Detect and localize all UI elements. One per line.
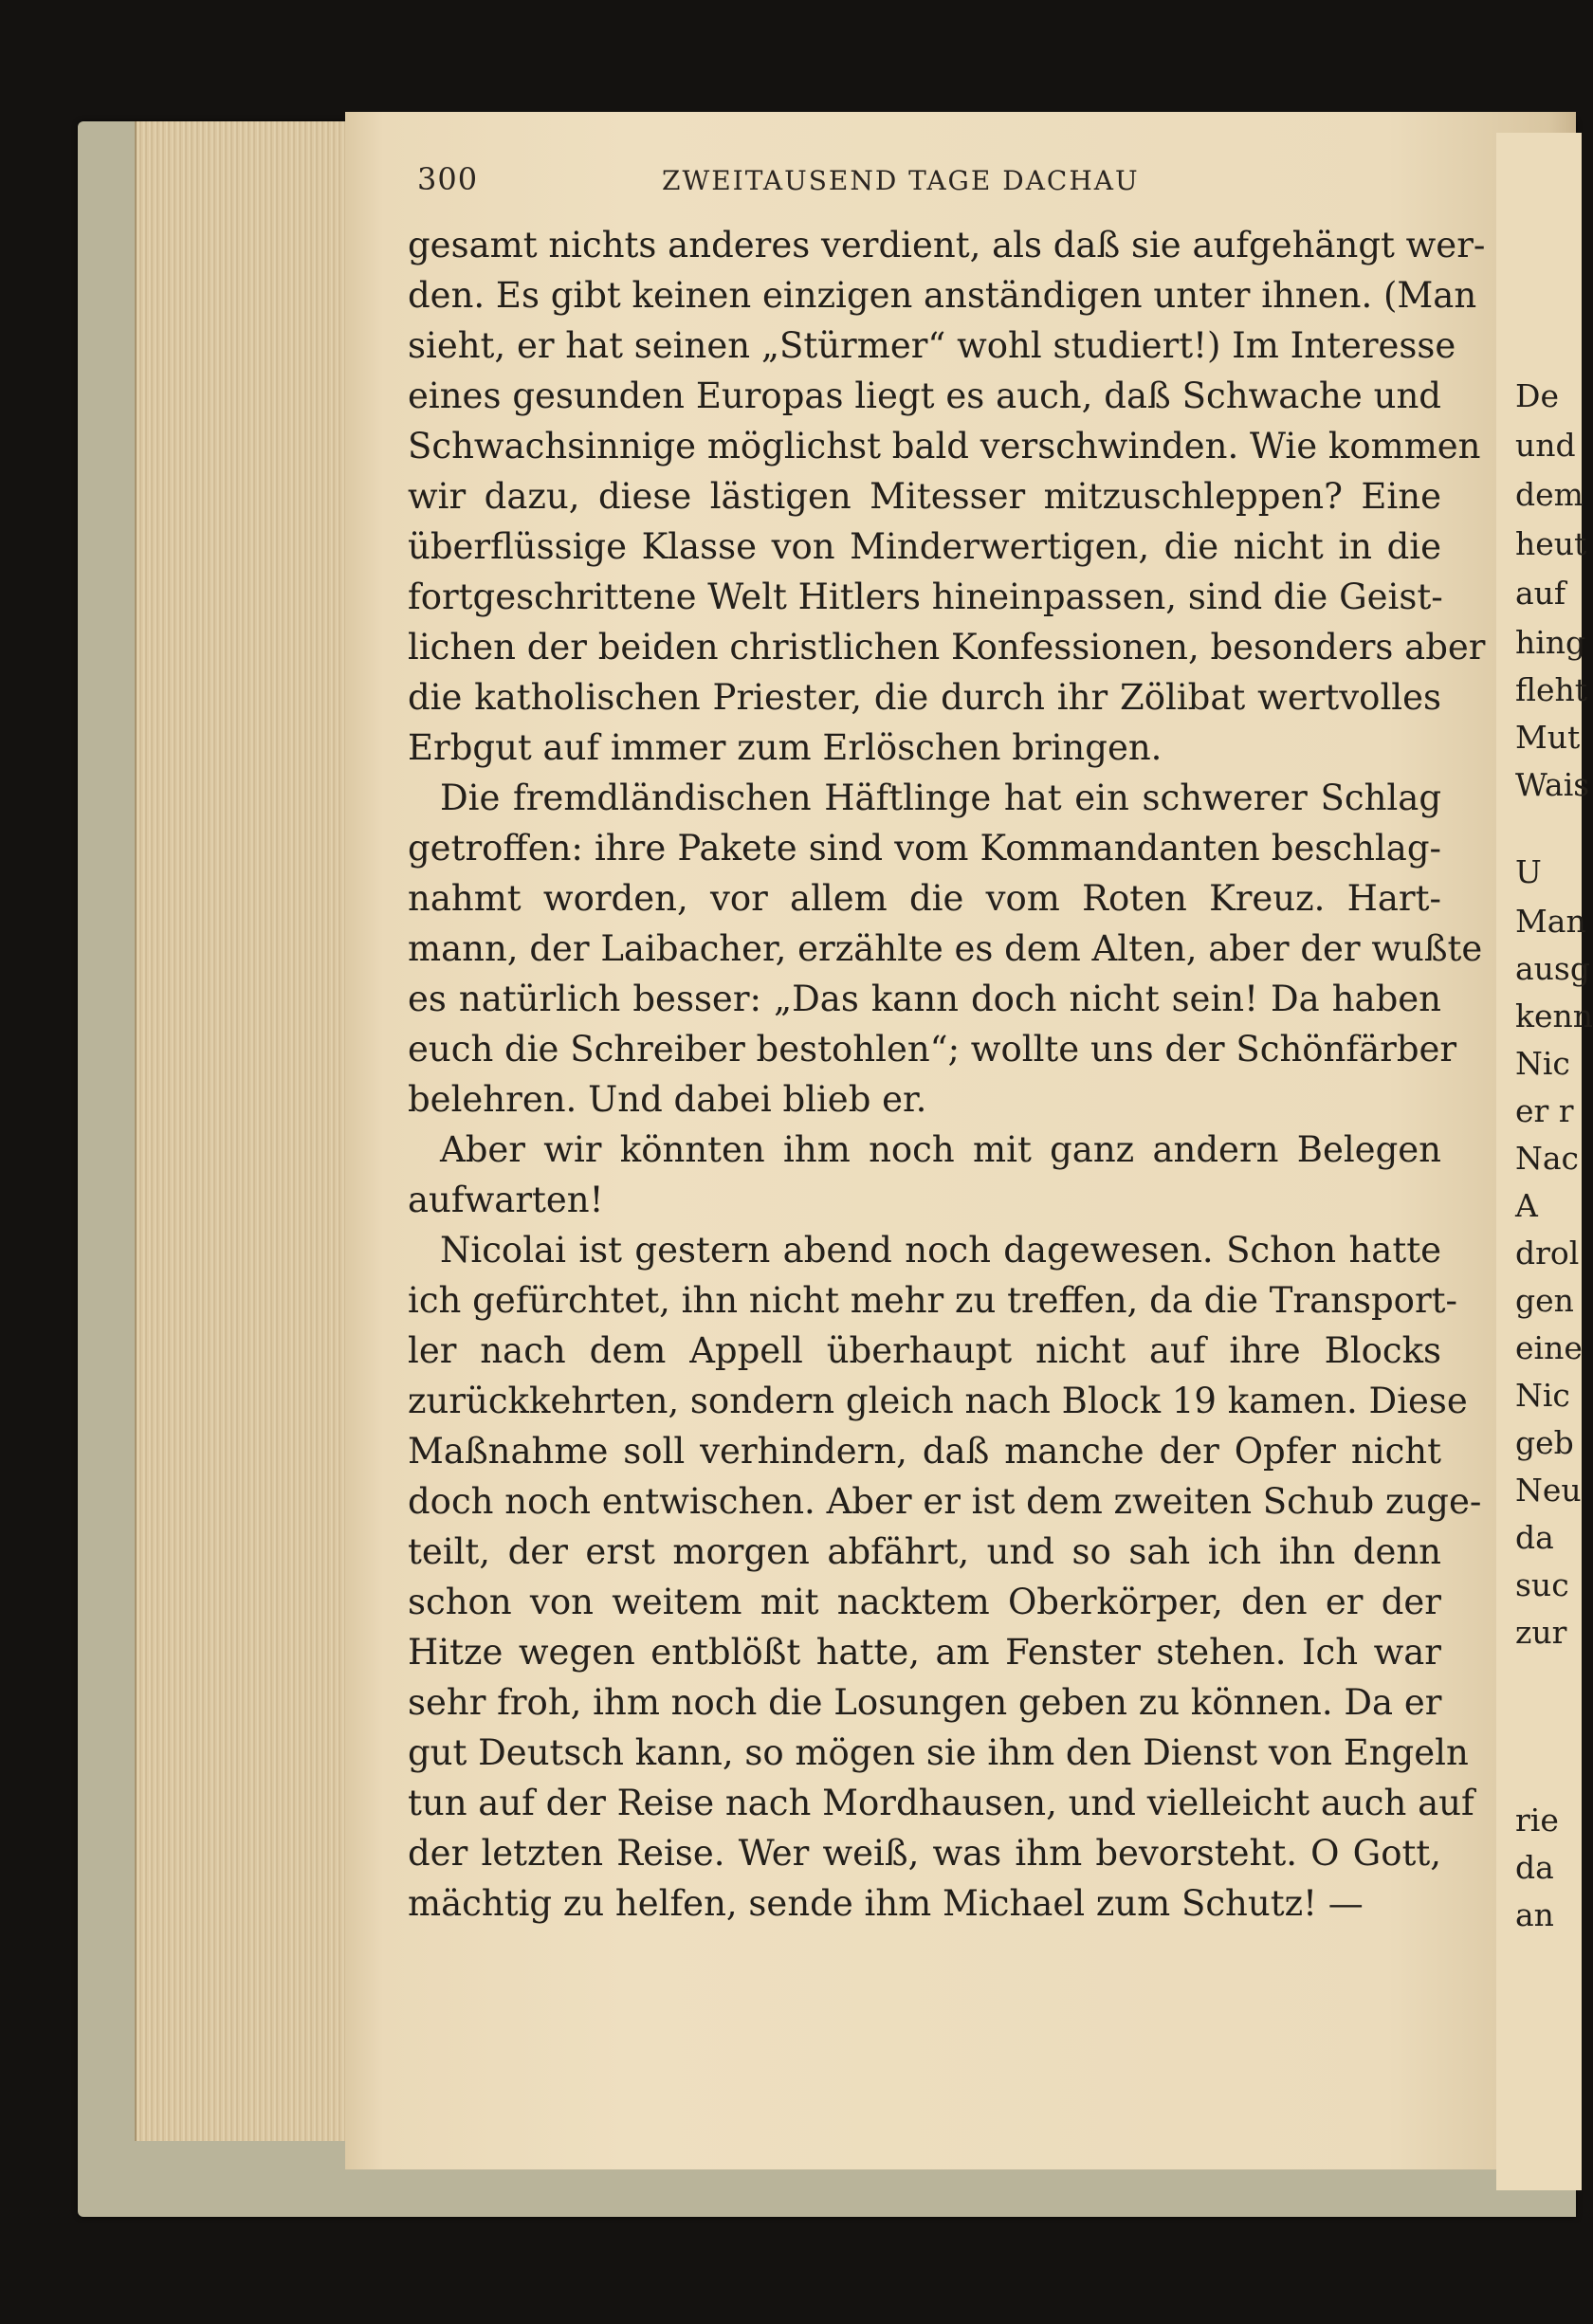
text-line: mächtig zu helfen, sende ihm Michael zum Schutz! — xyxy=(408,1883,1364,1924)
text-line: überflüssige Klasse von Minderwertigen, die nicht in die xyxy=(408,526,1441,567)
right-page-fragment: De xyxy=(1515,377,1559,414)
right-page-fragment: und xyxy=(1515,427,1576,464)
text-line: Maßnahme soll verhindern, daß manche der Opfer nicht xyxy=(408,1431,1441,1472)
right-page-fragment: hing xyxy=(1515,624,1586,661)
right-page-fragment: Nac xyxy=(1515,1140,1580,1177)
text-line: mann, der Laibacher, erzählte es dem Alten, aber der wußte xyxy=(408,928,1483,969)
text-line: zurückkehrten, sondern gleich nach Block 19 kamen. Diese xyxy=(408,1381,1468,1421)
right-page-fragment: fleht xyxy=(1515,671,1588,708)
right-page-fragment: Mut xyxy=(1515,719,1581,756)
text-line: wir dazu, diese lästigen Mitesser mitzuschleppen? Eine xyxy=(408,476,1441,517)
text-line: belehren. Und dabei blieb er. xyxy=(408,1079,927,1120)
right-page-fragment: an xyxy=(1515,1896,1554,1933)
right-page-fragment: rie xyxy=(1515,1802,1559,1839)
text-line: fortgeschrittene Welt Hitlers hineinpassen, sind die Geist- xyxy=(408,576,1443,617)
text-line: getroffen: ihre Pakete sind vom Kommandanten beschlag- xyxy=(408,828,1441,869)
text-line: lichen der beiden christlichen Konfessionen, besonders aber xyxy=(408,627,1486,668)
right-page-fragment: drol xyxy=(1515,1235,1580,1272)
text-line: Erbgut auf immer zum Erlöschen bringen. xyxy=(408,727,1163,768)
text-line: den. Es gibt keinen einzigen anständigen unter ihnen. (Man xyxy=(408,275,1477,316)
text-line: doch noch entwischen. Aber er ist dem zweiten Schub zuge- xyxy=(408,1481,1482,1522)
body-text xyxy=(408,220,1486,1929)
text-line: der letzten Reise. Wer weiß, was ihm bevorsteht. O Gott, xyxy=(408,1833,1441,1874)
right-page-fragment: er r xyxy=(1515,1092,1574,1129)
text-line: nahmt worden, vor allem die vom Roten Kreuz. Hart- xyxy=(408,878,1441,919)
text-line: euch die Schreiber bestohlen“; wollte uns der Schönfärber xyxy=(408,1029,1457,1070)
text-line: die katholischen Priester, die durch ihr Zölibat wertvolles xyxy=(408,677,1441,718)
text-line: tun auf der Reise nach Mordhausen, und vielleicht auch auf xyxy=(408,1783,1474,1823)
right-page-fragment: Nic xyxy=(1515,1377,1570,1414)
text-line: es natürlich besser: „Das kann doch nicht sein! Da haben xyxy=(408,979,1441,1019)
text-line: Nicolai ist gestern abend noch dagewesen. Schon hatte xyxy=(440,1230,1441,1271)
text-line: schon von weitem mit nacktem Oberkörper, den er der xyxy=(408,1582,1441,1622)
right-page-fragment: eine xyxy=(1515,1329,1583,1366)
text-line: gut Deutsch kann, so mögen sie ihm den Dienst von Engeln xyxy=(408,1732,1469,1773)
right-page-fragment: auf xyxy=(1515,575,1566,612)
right-page-fragment: da xyxy=(1515,1849,1554,1886)
right-page-fragment: gen xyxy=(1515,1282,1574,1319)
right-page-fragment: heut xyxy=(1515,525,1587,562)
text-line: Hitze wegen entblößt hatte, am Fenster stehen. Ich war xyxy=(408,1632,1441,1673)
running-title: ZWEITAUSEND TAGE DACHAU xyxy=(662,165,1140,196)
text-line: sieht, er hat seinen „Stürmer“ wohl studiert!) Im Interesse xyxy=(408,325,1456,366)
text-line: Aber wir könnten ihm noch mit ganz andern Belegen xyxy=(440,1129,1441,1170)
right-page-fragment: ausg xyxy=(1515,950,1590,987)
text-line: teilt, der erst morgen abfährt, und so sah ich ihn denn xyxy=(408,1531,1441,1572)
right-page-fragment: U xyxy=(1515,853,1542,890)
right-page-fragment: geb xyxy=(1515,1424,1574,1461)
text-line: Die fremdländischen Häftlinge hat ein schwerer Schlag xyxy=(440,778,1441,818)
right-page-fragment: A xyxy=(1515,1187,1538,1224)
right-page-fragment: dem xyxy=(1515,476,1584,513)
right-page-fragment: da xyxy=(1515,1519,1554,1556)
text-line: aufwarten! xyxy=(408,1180,604,1220)
text-line: sehr froh, ihm noch die Losungen geben zu können. Da er xyxy=(408,1682,1442,1723)
right-page-fragment: Man xyxy=(1515,903,1586,940)
right-page-fragment: Neu xyxy=(1515,1472,1582,1509)
text-line: ler nach dem Appell überhaupt nicht auf ihre Blocks xyxy=(408,1330,1441,1371)
right-page-fragment: zur xyxy=(1515,1614,1567,1651)
text-line: eines gesunden Europas liegt es auch, daß Schwache und xyxy=(408,375,1441,416)
text-line: Schwachsinnige möglichst bald verschwinden. Wie kommen xyxy=(408,426,1481,467)
page-number: 300 xyxy=(417,161,479,197)
right-page-fragment: kenn xyxy=(1515,997,1593,1034)
text-line: gesamt nichts anderes verdient, als daß sie aufgehängt wer- xyxy=(408,225,1486,265)
running-head xyxy=(417,161,1555,218)
right-page-fragment: Wais xyxy=(1515,766,1590,803)
right-page-fragment: suc xyxy=(1515,1566,1569,1603)
text-line: ich gefürchtet, ihn nicht mehr zu treffen, da die Transport- xyxy=(408,1280,1458,1321)
right-page-fragment: Nic xyxy=(1515,1045,1570,1082)
